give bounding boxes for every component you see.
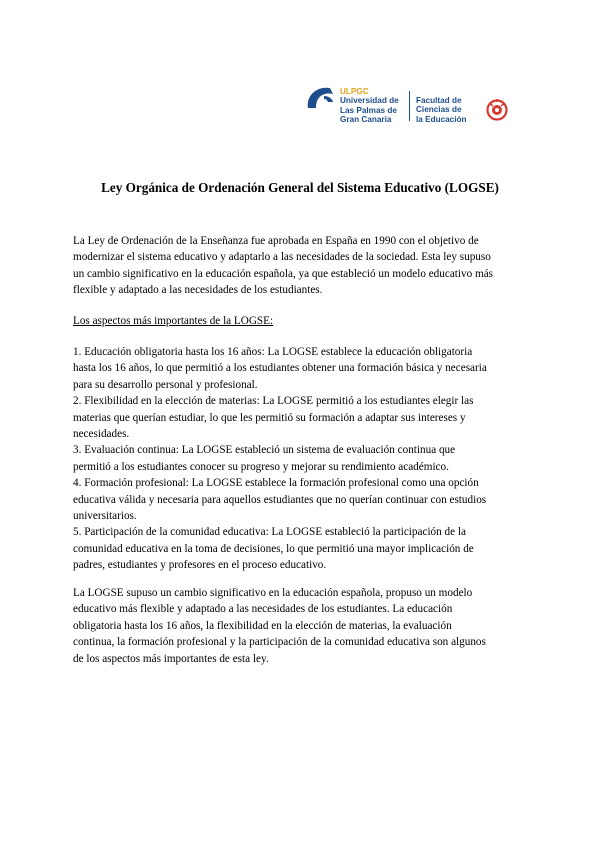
aspects-subheading: Los aspectos más importantes de la LOGSE: [73,315,274,327]
university-acronym: ULPGC [340,87,369,96]
faculty-name [416,96,467,124]
list-line: comunidad educativa en la toma de decisiones, lo que permitió una mayor implicación de [73,542,474,555]
text-line: La Ley de Ordenación de la Enseñanza fue aprobada en España en 1990 con el objetivo de [73,235,479,247]
list-line: universitarios. [73,510,137,523]
list-line: 5. Participación de la comunidad educativa: La LOGSE estableció la participación de la [73,526,466,539]
conclusion-paragraph [73,585,528,667]
university-name-line: Las Palmas de [340,105,397,115]
list-line: necesidades. [73,428,130,441]
list-line: 2. Flexibilidad en la elección de materias: La LOGSE permitió a los estudiantes elegir las [73,395,474,408]
header-logos [302,84,512,132]
list-line: materias que querían estudiar, lo que les permitió su formación a adaptar sus intereses y [73,411,466,424]
document-title: Ley Orgánica de Ordenación General del Sistema Educativo (LOGSE) [101,180,499,195]
text-line: continua, la formación profesional y la participación de la comunidad educativa son algunos [73,636,486,649]
text-line: modernizar el sistema educativo y adaptarlo a las necesidades de la sociedad. Esta ley supuso [73,251,491,264]
text-line: de los aspectos más importantes de esta ley. [73,652,269,665]
text-line: La LOGSE supuso un cambio significativo en la educación española, propuso un modelo [73,587,473,599]
list-line: hasta los 16 años, lo que permitió a los estudiantes obtener una formación básica y necesaria [73,362,487,375]
ulpgc-logo-icon [302,84,338,112]
faculty-emblem-icon [486,98,508,122]
university-name-line: Universidad de [340,96,399,106]
text-line: obligatoria hasta los 16 años, la flexibilidad en la elección de materias, la evaluación [73,619,452,632]
list-line: educativa válida y necesaria para aquellos estudiantes que no querían continuar con estudios [73,493,487,506]
list-line: padres, estudiantes y profesores en el proceso educativo. [73,559,327,572]
university-name [340,87,399,124]
aspects-list [73,344,528,574]
university-name-line: Gran Canaria [340,114,392,124]
faculty-name-line: la Educación [416,114,467,124]
list-line: 3. Evaluación continua: La LOGSE estableció un sistema de evaluación continua que [73,444,456,457]
text-line: educativo más flexible y adaptado a las necesidades de los estudiantes. La educación [73,603,453,616]
text-line: flexible y adaptado a las necesidades de los estudiantes. [73,284,323,297]
aspects-subheading-block [73,313,528,329]
list-line: 1. Educación obligatoria hasta los 16 años: La LOGSE establece la educación obligatoria [73,346,473,358]
list-line: para su desarrollo personal y profesional. [73,378,258,391]
logo-divider [409,91,410,121]
list-line: permitió a los estudiantes conocer su progreso y mejorar su rendimiento académico. [73,460,449,473]
intro-paragraph [73,233,528,299]
text-line: un cambio significativo en la educación española, ya que estableció un modelo educativo más [73,267,494,280]
faculty-name-line: Facultad de [416,96,462,105]
list-line: 4. Formación profesional: La LOGSE establece la formación profesional como una opción [73,477,479,490]
faculty-name-line: Ciencias de [416,105,462,115]
